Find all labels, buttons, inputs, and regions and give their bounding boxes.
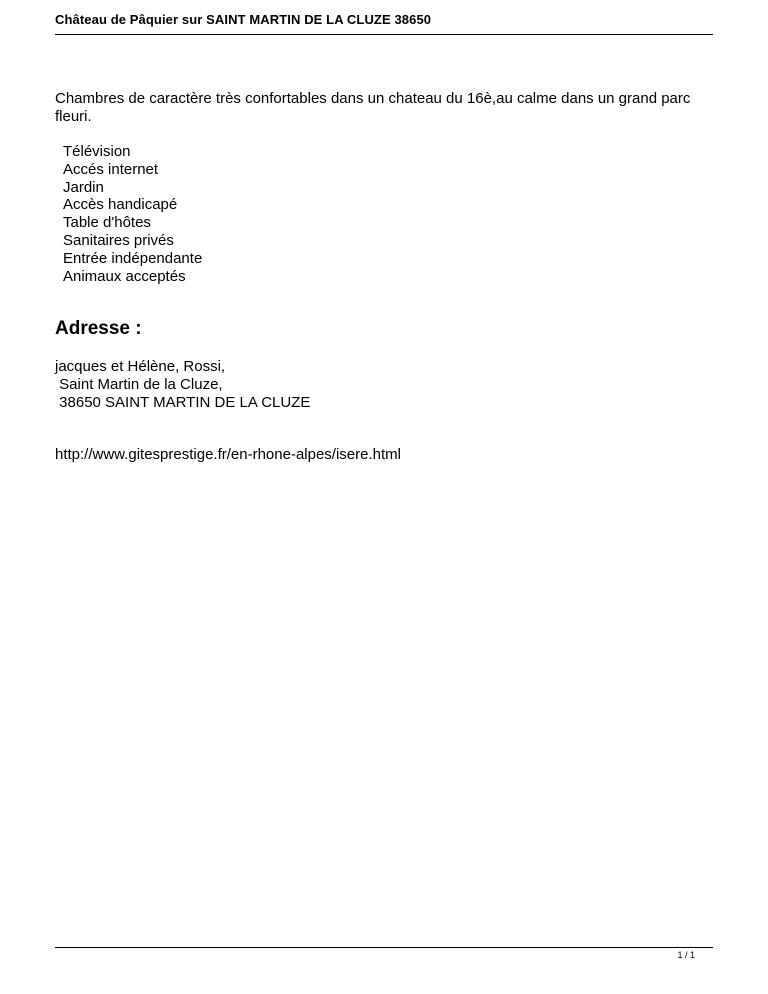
address-line: Saint Martin de la Cluze, [55,376,223,393]
address-line: jacques et Hélène, Rossi, [55,358,226,375]
page-header-title: Château de Pâquier sur SAINT MARTIN DE LA CLUZE 38650 [55,12,432,27]
address-line: 38650 SAINT MARTIN DE LA CLUZE [55,394,311,411]
page-number: 1 / 1 [677,950,695,960]
intro-paragraph: Chambres de caractère très confortables dans un chateau du 16è,au calme dans un grand parc fleuri. [55,90,691,125]
amenity-item: Animaux acceptés [63,267,186,285]
address-block [55,358,310,412]
website-link[interactable]: http://www.gitesprestige.fr/en-rhone-alpes/isere.html [55,446,401,463]
amenity-item: Sanitaires privés [63,231,174,249]
amenity-item: Table d'hôtes [63,214,151,232]
address-heading: Adresse : [55,318,142,339]
amenity-item: Accés internet [63,160,159,178]
header-divider [55,34,713,35]
amenity-item: Jardin [63,178,104,196]
amenity-item: Entrée indépendante [63,249,203,267]
footer-divider [55,947,713,948]
amenity-item: Accès handicapé [63,196,178,214]
amenity-item: Télévision [63,143,131,160]
amenities-list [63,143,202,285]
